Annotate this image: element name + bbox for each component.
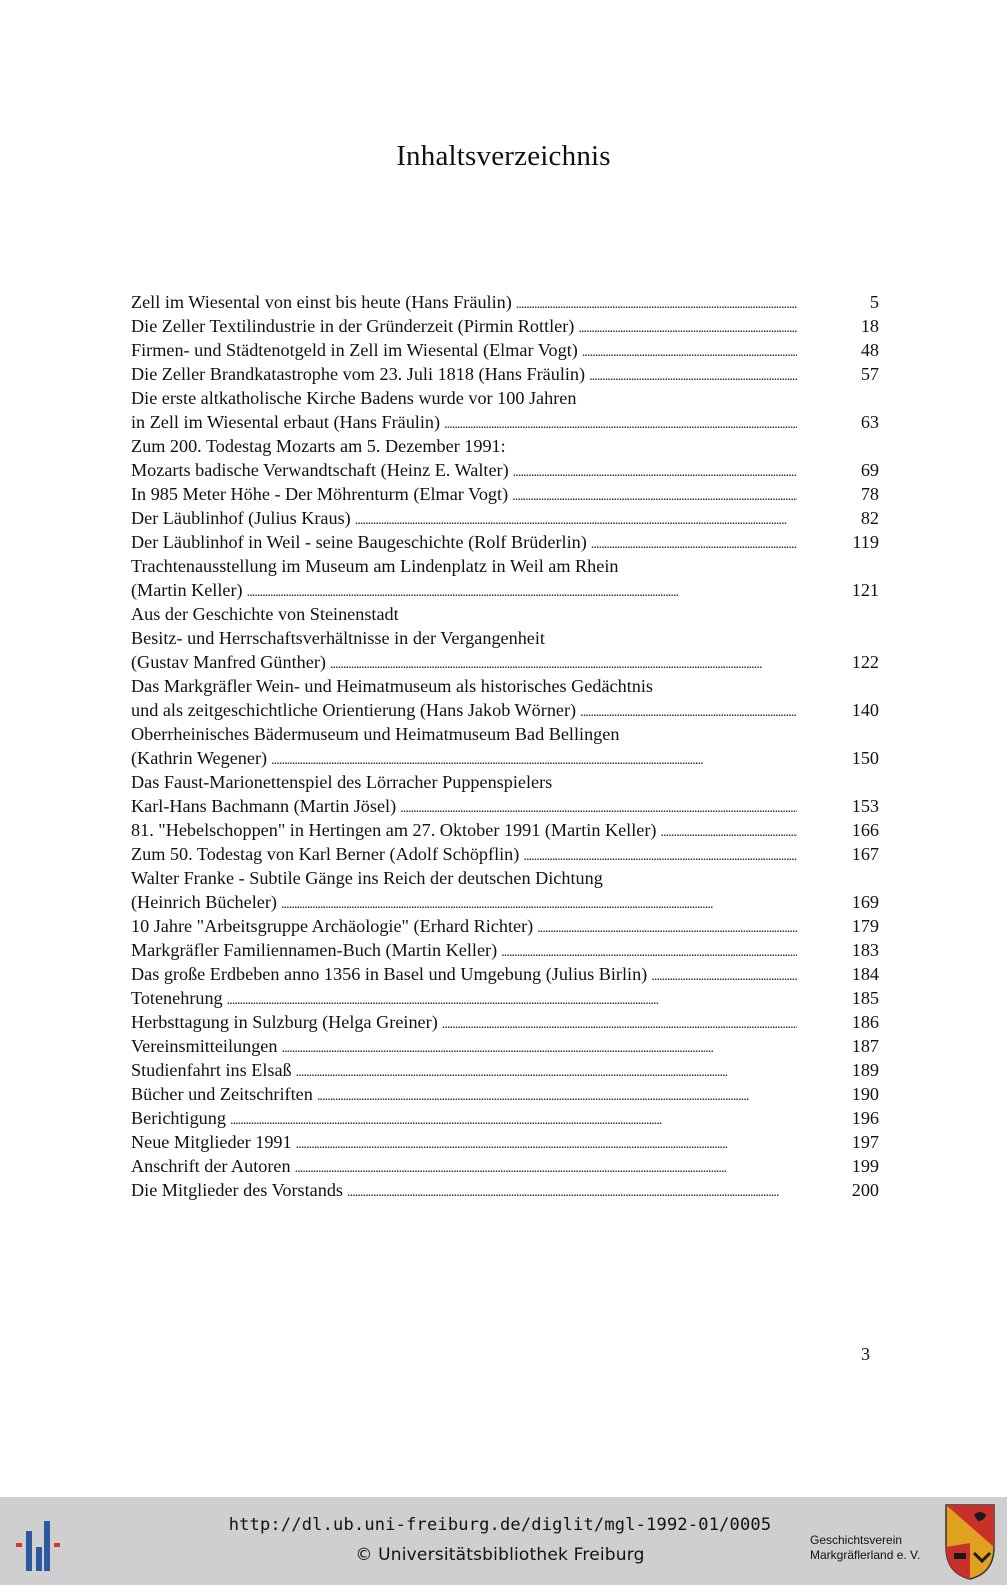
toc-entry-text: Studienfahrt ins Elsaß: [131, 1058, 296, 1085]
toc-entry-text: in Zell im Wiesental erbaut (Hans Fräulin): [131, 410, 444, 437]
toc-entry-text: Trachtenausstellung im Museum am Lindenplatz in Weil am Rhein: [131, 556, 619, 576]
toc-page-number: 63: [860, 412, 879, 432]
toc-row: [131, 386, 879, 410]
toc-entry-text: 81. "Hebelschoppen" in Hertingen am 27. Oktober 1991 (Martin Keller): [131, 818, 660, 845]
dot-leader: [513, 458, 797, 485]
toc-row: [131, 1010, 879, 1034]
dot-leader: [281, 1034, 797, 1061]
document-url-link[interactable]: http://dl.ub.uni-freiburg.de/diglit/mgl-1992-01/0005: [228, 1515, 772, 1535]
toc-entry-text: Zum 50. Todestag von Karl Berner (Adolf Schöpflin): [131, 842, 523, 869]
toc-page-number: 166: [851, 820, 879, 840]
page-number: 3: [861, 1344, 870, 1364]
dot-leader: [589, 362, 797, 389]
toc-entry-text: Walter Franke - Subtile Gänge ins Reich der deutschen Dichtung: [131, 868, 603, 888]
toc-row: [131, 626, 879, 650]
toc-page-number: 187: [851, 1036, 879, 1056]
toc-row: [131, 770, 879, 794]
toc-entry-text: Die Zeller Brandkatastrophe vom 23. Juli 1818 (Hans Fräulin): [131, 362, 589, 389]
toc-entry-text: Vereinsmitteilungen: [131, 1034, 281, 1061]
toc-row: [131, 338, 879, 362]
dot-leader: [651, 962, 797, 989]
toc-row: [131, 698, 879, 722]
dot-leader: [591, 530, 797, 557]
copyright-notice: © Universitätsbibliothek Freiburg: [355, 1545, 645, 1565]
toc-entry-text: Die Mitglieder des Vorstands: [131, 1178, 347, 1205]
toc-entry-text: Besitz- und Herrschaftsverhältnisse in der Vergangenheit: [131, 628, 545, 648]
dot-leader: [296, 1130, 797, 1157]
toc-entry-text: Aus der Geschichte von Steinenstadt: [131, 604, 399, 624]
toc-page-number: 57: [860, 364, 879, 384]
dot-leader: [330, 650, 797, 677]
toc-entry-text: In 985 Meter Höhe - Der Möhrenturm (Elmar Vogt): [131, 482, 512, 509]
toc-row: [131, 314, 879, 338]
toc-page-number: 82: [860, 508, 879, 528]
dot-leader: [523, 842, 797, 869]
toc-row: [131, 530, 879, 554]
toc-row: [131, 482, 879, 506]
toc-page-number: 197: [851, 1132, 879, 1152]
dot-leader: [516, 290, 797, 317]
toc-entry-text: Das Markgräfler Wein- und Heimatmuseum als historisches Gedächtnis: [131, 676, 653, 696]
toc-entry-text: Der Läublinhof in Weil - seine Baugeschichte (Rolf Brüderlin): [131, 530, 591, 557]
toc-page-number: 186: [851, 1012, 879, 1032]
toc-page-number: 153: [851, 796, 879, 816]
toc-page-number: 189: [851, 1060, 879, 1080]
dot-leader: [230, 1106, 797, 1133]
toc-page-number: 69: [860, 460, 879, 480]
toc-entry-text: Totenehrung: [131, 986, 227, 1013]
toc-entry-text: Der Läublinhof (Julius Kraus): [131, 506, 355, 533]
toc-row: [131, 794, 879, 818]
toc-row: [131, 962, 879, 986]
toc-page-number: 184: [851, 964, 879, 984]
toc-row: [131, 818, 879, 842]
toc-row: [131, 458, 879, 482]
toc-page-number: 190: [851, 1084, 879, 1104]
toc-page-number: 167: [851, 844, 879, 864]
dot-leader: [537, 914, 797, 941]
dot-leader: [444, 410, 797, 437]
dot-leader: [512, 482, 797, 509]
toc-entry-text: Bücher und Zeitschriften: [131, 1082, 317, 1109]
toc-entry-text: Karl-Hans Bachmann (Martin Jösel): [131, 794, 400, 821]
toc-row: [131, 1058, 879, 1082]
toc-entry-text: (Heinrich Bücheler): [131, 890, 281, 917]
toc-entry-text: Zell im Wiesental von einst bis heute (Hans Fräulin): [131, 290, 516, 317]
footer-bar: [0, 1497, 1007, 1585]
toc-row: [131, 1178, 879, 1202]
toc-row: [131, 410, 879, 434]
toc-entry-text: Oberrheinisches Bädermuseum und Heimatmuseum Bad Bellingen: [131, 724, 620, 744]
toc-page-number: 150: [851, 748, 879, 768]
toc-page-number: 199: [851, 1156, 879, 1176]
dot-leader: [227, 986, 797, 1013]
toc-row: [131, 914, 879, 938]
toc-page-number: 179: [851, 916, 879, 936]
toc-entry-text: 10 Jahre "Arbeitsgruppe Archäologie" (Erhard Richter): [131, 914, 537, 941]
toc-row: [131, 1034, 879, 1058]
toc-row: [131, 650, 879, 674]
toc-row: [131, 746, 879, 770]
toc-entry-text: (Martin Keller): [131, 578, 247, 605]
toc-row: [131, 1106, 879, 1130]
society-name-line-2: Markgräflerland e. V.: [810, 1548, 921, 1562]
toc-row: [131, 362, 879, 386]
dot-leader: [247, 578, 797, 605]
toc-page-number: 183: [851, 940, 879, 960]
toc-entry-text: Neue Mitglieder 1991: [131, 1130, 296, 1157]
toc-page-number: 5: [869, 292, 879, 312]
dot-leader: [295, 1154, 797, 1181]
society-name-line-1: Geschichtsverein: [810, 1533, 903, 1547]
dot-leader: [442, 1010, 797, 1037]
society-name: [810, 1533, 920, 1563]
dot-leader: [501, 938, 797, 965]
toc-row: [131, 722, 879, 746]
dot-leader: [317, 1082, 797, 1109]
dot-leader: [660, 818, 797, 845]
toc-entry-text: Mozarts badische Verwandtschaft (Heinz E. Walter): [131, 458, 513, 485]
toc-row: [131, 842, 879, 866]
toc-entry-text: Firmen- und Städtenotgeld in Zell im Wiesental (Elmar Vogt): [131, 338, 582, 365]
dot-leader: [578, 314, 797, 341]
toc-row: [131, 674, 879, 698]
toc-page-number: 122: [851, 652, 879, 672]
toc-row: [131, 866, 879, 890]
toc-page-number: 200: [851, 1180, 879, 1200]
dot-leader: [580, 698, 797, 725]
toc-page-number: 18: [860, 316, 879, 336]
toc-row: [131, 890, 879, 914]
toc-entry-text: Zum 200. Todestag Mozarts am 5. Dezember 1991:: [131, 436, 506, 456]
toc-page-number: 119: [852, 532, 879, 552]
toc-entry-text: Das große Erdbeben anno 1356 in Basel und Umgebung (Julius Birlin): [131, 962, 651, 989]
toc-entry-text: (Kathrin Wegener): [131, 746, 271, 773]
coat-of-arms-icon: [944, 1503, 996, 1581]
dot-leader: [347, 1178, 797, 1205]
toc-row: [131, 578, 879, 602]
toc-row: [131, 506, 879, 530]
toc-entry-text: (Gustav Manfred Günther): [131, 650, 330, 677]
dot-leader: [400, 794, 797, 821]
toc-entry-text: Herbsttagung in Sulzburg (Helga Greiner): [131, 1010, 442, 1037]
toc-page-number: 78: [860, 484, 879, 504]
toc-page-number: 196: [851, 1108, 879, 1128]
table-of-contents: [131, 290, 879, 1202]
toc-entry-text: Markgräfler Familiennamen-Buch (Martin Keller): [131, 938, 501, 965]
toc-row: [131, 554, 879, 578]
dot-leader: [271, 746, 797, 773]
toc-entry-text: Die erste altkatholische Kirche Badens wurde vor 100 Jahren: [131, 388, 577, 408]
toc-row: [131, 1082, 879, 1106]
toc-row: [131, 1130, 879, 1154]
toc-page-number: 169: [851, 892, 879, 912]
toc-page-number: 185: [851, 988, 879, 1008]
toc-entry-text: Die Zeller Textilindustrie in der Gründerzeit (Pirmin Rottler): [131, 314, 578, 341]
toc-row: [131, 290, 879, 314]
toc-row: [131, 938, 879, 962]
toc-entry-text: Das Faust-Marionettenspiel des Lörracher Puppenspielers: [131, 772, 553, 792]
dot-leader: [582, 338, 797, 365]
toc-entry-text: Berichtigung: [131, 1106, 230, 1133]
toc-row: [131, 434, 879, 458]
toc-row: [131, 986, 879, 1010]
toc-row: [131, 1154, 879, 1178]
dot-leader: [355, 506, 797, 533]
dot-leader: [296, 1058, 797, 1085]
toc-page-number: 140: [851, 700, 879, 720]
toc-entry-text: und als zeitgeschichtliche Orientierung (Hans Jakob Wörner): [131, 698, 580, 725]
page-title: Inhaltsverzeichnis: [396, 140, 611, 172]
toc-entry-text: Anschrift der Autoren: [131, 1154, 295, 1181]
toc-page-number: 48: [860, 340, 879, 360]
toc-row: [131, 602, 879, 626]
toc-page-number: 121: [851, 580, 879, 600]
dot-leader: [281, 890, 797, 917]
